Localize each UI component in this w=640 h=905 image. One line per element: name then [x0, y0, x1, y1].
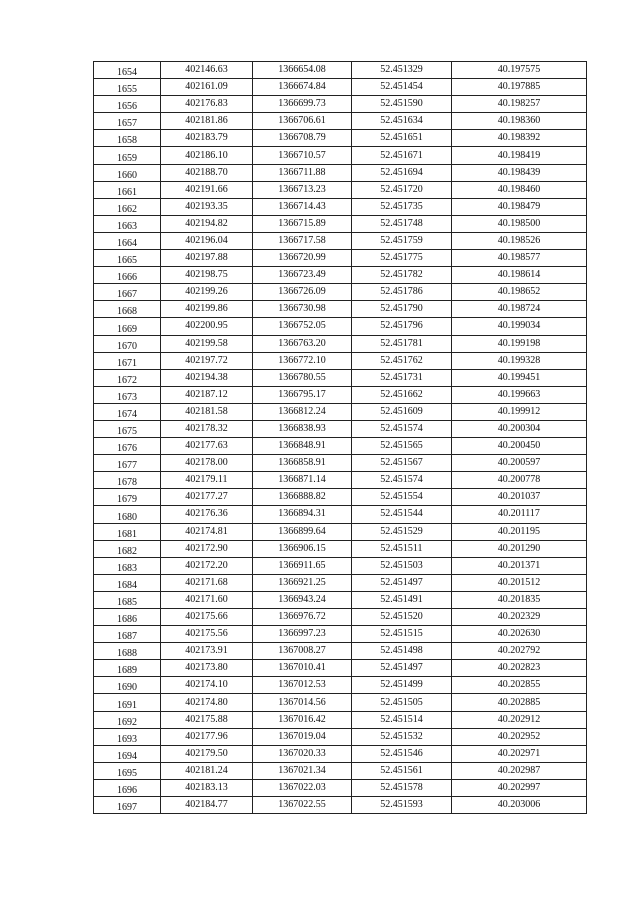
table-row: [94, 779, 587, 796]
point-number-cell: 1694: [94, 745, 161, 762]
point-number-cell: 1674: [94, 403, 161, 420]
y-coordinate-cell: 1366888.82: [253, 489, 352, 506]
latitude-cell: 52.451574: [352, 420, 452, 437]
latitude-cell: 52.451544: [352, 506, 452, 523]
longitude-cell: 40.198360: [452, 113, 587, 130]
y-coordinate-cell: 1367022.03: [253, 779, 352, 796]
y-coordinate-cell: 1366730.98: [253, 301, 352, 318]
table-row: [94, 557, 587, 574]
x-coordinate-cell: 402177.96: [161, 728, 253, 745]
latitude-cell: 52.451593: [352, 797, 452, 814]
y-coordinate-cell: 1366717.58: [253, 232, 352, 249]
y-coordinate-cell: 1366726.09: [253, 284, 352, 301]
latitude-cell: 52.451590: [352, 96, 452, 113]
y-coordinate-cell: 1366848.91: [253, 438, 352, 455]
x-coordinate-cell: 402171.60: [161, 591, 253, 608]
x-coordinate-cell: 402178.32: [161, 420, 253, 437]
x-coordinate-cell: 402187.12: [161, 386, 253, 403]
longitude-cell: 40.198439: [452, 164, 587, 181]
point-number-cell: 1679: [94, 489, 161, 506]
table-row: [94, 728, 587, 745]
table-row: [94, 438, 587, 455]
y-coordinate-cell: 1366763.20: [253, 335, 352, 352]
latitude-cell: 52.451786: [352, 284, 452, 301]
x-coordinate-cell: 402186.10: [161, 147, 253, 164]
point-number-cell: 1688: [94, 643, 161, 660]
latitude-cell: 52.451561: [352, 762, 452, 779]
x-coordinate-cell: 402181.58: [161, 403, 253, 420]
point-number-cell: 1659: [94, 147, 161, 164]
y-coordinate-cell: 1366772.10: [253, 352, 352, 369]
x-coordinate-cell: 402174.81: [161, 523, 253, 540]
x-coordinate-cell: 402179.11: [161, 472, 253, 489]
x-coordinate-cell: 402177.63: [161, 438, 253, 455]
longitude-cell: 40.197575: [452, 62, 587, 79]
point-number-cell: 1654: [94, 62, 161, 79]
point-number-cell: 1690: [94, 677, 161, 694]
x-coordinate-cell: 402174.10: [161, 677, 253, 694]
latitude-cell: 52.451499: [352, 677, 452, 694]
y-coordinate-cell: 1366780.55: [253, 369, 352, 386]
table-row: [94, 609, 587, 626]
point-number-cell: 1668: [94, 301, 161, 318]
x-coordinate-cell: 402197.88: [161, 250, 253, 267]
point-number-cell: 1676: [94, 438, 161, 455]
y-coordinate-cell: 1366714.43: [253, 198, 352, 215]
x-coordinate-cell: 402176.83: [161, 96, 253, 113]
x-coordinate-cell: 402199.26: [161, 284, 253, 301]
table-row: [94, 762, 587, 779]
latitude-cell: 52.451565: [352, 438, 452, 455]
latitude-cell: 52.451781: [352, 335, 452, 352]
longitude-cell: 40.202952: [452, 728, 587, 745]
latitude-cell: 52.451546: [352, 745, 452, 762]
y-coordinate-cell: 1366795.17: [253, 386, 352, 403]
latitude-cell: 52.451514: [352, 711, 452, 728]
latitude-cell: 52.451503: [352, 557, 452, 574]
longitude-cell: 40.202997: [452, 779, 587, 796]
y-coordinate-cell: 1366711.88: [253, 164, 352, 181]
x-coordinate-cell: 402177.27: [161, 489, 253, 506]
y-coordinate-cell: 1366943.24: [253, 591, 352, 608]
point-number-cell: 1657: [94, 113, 161, 130]
point-number-cell: 1680: [94, 506, 161, 523]
latitude-cell: 52.451529: [352, 523, 452, 540]
point-number-cell: 1692: [94, 711, 161, 728]
y-coordinate-cell: 1366899.64: [253, 523, 352, 540]
point-number-cell: 1682: [94, 540, 161, 557]
latitude-cell: 52.451782: [352, 267, 452, 284]
longitude-cell: 40.202855: [452, 677, 587, 694]
point-number-cell: 1696: [94, 779, 161, 796]
point-number-cell: 1678: [94, 472, 161, 489]
latitude-cell: 52.451520: [352, 609, 452, 626]
point-number-cell: 1693: [94, 728, 161, 745]
y-coordinate-cell: 1366812.24: [253, 403, 352, 420]
longitude-cell: 40.203006: [452, 797, 587, 814]
table-row: [94, 797, 587, 814]
y-coordinate-cell: 1366752.05: [253, 318, 352, 335]
coordinates-table-body: [94, 62, 587, 814]
latitude-cell: 52.451511: [352, 540, 452, 557]
longitude-cell: 40.198577: [452, 250, 587, 267]
latitude-cell: 52.451796: [352, 318, 452, 335]
x-coordinate-cell: 402183.79: [161, 130, 253, 147]
table-row: [94, 711, 587, 728]
x-coordinate-cell: 402196.04: [161, 232, 253, 249]
table-row: [94, 267, 587, 284]
y-coordinate-cell: 1367014.56: [253, 694, 352, 711]
table-row: [94, 130, 587, 147]
table-row: [94, 472, 587, 489]
longitude-cell: 40.201371: [452, 557, 587, 574]
latitude-cell: 52.451720: [352, 181, 452, 198]
y-coordinate-cell: 1367016.42: [253, 711, 352, 728]
latitude-cell: 52.451497: [352, 660, 452, 677]
point-number-cell: 1677: [94, 455, 161, 472]
table-row: [94, 215, 587, 232]
longitude-cell: 40.198257: [452, 96, 587, 113]
longitude-cell: 40.200597: [452, 455, 587, 472]
x-coordinate-cell: 402194.82: [161, 215, 253, 232]
longitude-cell: 40.202823: [452, 660, 587, 677]
table-row: [94, 386, 587, 403]
table-row: [94, 574, 587, 591]
y-coordinate-cell: 1367010.41: [253, 660, 352, 677]
x-coordinate-cell: 402184.77: [161, 797, 253, 814]
table-row: [94, 113, 587, 130]
table-row: [94, 489, 587, 506]
longitude-cell: 40.197885: [452, 79, 587, 96]
point-number-cell: 1666: [94, 267, 161, 284]
x-coordinate-cell: 402161.09: [161, 79, 253, 96]
point-number-cell: 1664: [94, 232, 161, 249]
longitude-cell: 40.198526: [452, 232, 587, 249]
point-number-cell: 1691: [94, 694, 161, 711]
latitude-cell: 52.451790: [352, 301, 452, 318]
table-row: [94, 694, 587, 711]
y-coordinate-cell: 1366713.23: [253, 181, 352, 198]
x-coordinate-cell: 402199.58: [161, 335, 253, 352]
point-number-cell: 1661: [94, 181, 161, 198]
longitude-cell: 40.198460: [452, 181, 587, 198]
y-coordinate-cell: 1367008.27: [253, 643, 352, 660]
y-coordinate-cell: 1366976.72: [253, 609, 352, 626]
x-coordinate-cell: 402198.75: [161, 267, 253, 284]
longitude-cell: 40.202885: [452, 694, 587, 711]
longitude-cell: 40.199034: [452, 318, 587, 335]
x-coordinate-cell: 402173.80: [161, 660, 253, 677]
latitude-cell: 52.451454: [352, 79, 452, 96]
x-coordinate-cell: 402175.66: [161, 609, 253, 626]
point-number-cell: 1684: [94, 574, 161, 591]
y-coordinate-cell: 1366710.57: [253, 147, 352, 164]
x-coordinate-cell: 402174.80: [161, 694, 253, 711]
x-coordinate-cell: 402146.63: [161, 62, 253, 79]
y-coordinate-cell: 1366894.31: [253, 506, 352, 523]
table-row: [94, 455, 587, 472]
latitude-cell: 52.451634: [352, 113, 452, 130]
point-number-cell: 1667: [94, 284, 161, 301]
latitude-cell: 52.451662: [352, 386, 452, 403]
point-number-cell: 1663: [94, 215, 161, 232]
table-row: [94, 591, 587, 608]
y-coordinate-cell: 1366674.84: [253, 79, 352, 96]
y-coordinate-cell: 1366654.08: [253, 62, 352, 79]
x-coordinate-cell: 402199.86: [161, 301, 253, 318]
point-number-cell: 1662: [94, 198, 161, 215]
table-row: [94, 369, 587, 386]
latitude-cell: 52.451731: [352, 369, 452, 386]
x-coordinate-cell: 402172.90: [161, 540, 253, 557]
latitude-cell: 52.451515: [352, 626, 452, 643]
x-coordinate-cell: 402171.68: [161, 574, 253, 591]
table-row: [94, 643, 587, 660]
point-number-cell: 1656: [94, 96, 161, 113]
table-row: [94, 352, 587, 369]
y-coordinate-cell: 1367019.04: [253, 728, 352, 745]
latitude-cell: 52.451762: [352, 352, 452, 369]
coordinates-table: [93, 61, 587, 814]
point-number-cell: 1673: [94, 386, 161, 403]
longitude-cell: 40.202329: [452, 609, 587, 626]
table-row: [94, 403, 587, 420]
table-row: [94, 626, 587, 643]
longitude-cell: 40.199663: [452, 386, 587, 403]
table-row: [94, 198, 587, 215]
table-row: [94, 164, 587, 181]
longitude-cell: 40.198614: [452, 267, 587, 284]
point-number-cell: 1669: [94, 318, 161, 335]
table-row: [94, 181, 587, 198]
y-coordinate-cell: 1366699.73: [253, 96, 352, 113]
longitude-cell: 40.201835: [452, 591, 587, 608]
y-coordinate-cell: 1366871.14: [253, 472, 352, 489]
latitude-cell: 52.451609: [352, 403, 452, 420]
point-number-cell: 1660: [94, 164, 161, 181]
table-row: [94, 232, 587, 249]
longitude-cell: 40.201195: [452, 523, 587, 540]
table-row: [94, 420, 587, 437]
x-coordinate-cell: 402176.36: [161, 506, 253, 523]
latitude-cell: 52.451567: [352, 455, 452, 472]
point-number-cell: 1689: [94, 660, 161, 677]
point-number-cell: 1695: [94, 762, 161, 779]
longitude-cell: 40.200778: [452, 472, 587, 489]
latitude-cell: 52.451651: [352, 130, 452, 147]
table-row: [94, 284, 587, 301]
y-coordinate-cell: 1366706.61: [253, 113, 352, 130]
x-coordinate-cell: 402172.20: [161, 557, 253, 574]
longitude-cell: 40.201037: [452, 489, 587, 506]
y-coordinate-cell: 1366838.93: [253, 420, 352, 437]
point-number-cell: 1685: [94, 591, 161, 608]
longitude-cell: 40.199912: [452, 403, 587, 420]
longitude-cell: 40.198724: [452, 301, 587, 318]
longitude-cell: 40.201512: [452, 574, 587, 591]
longitude-cell: 40.199198: [452, 335, 587, 352]
x-coordinate-cell: 402175.56: [161, 626, 253, 643]
longitude-cell: 40.201117: [452, 506, 587, 523]
table-row: [94, 506, 587, 523]
x-coordinate-cell: 402188.70: [161, 164, 253, 181]
latitude-cell: 52.451532: [352, 728, 452, 745]
table-row: [94, 62, 587, 79]
point-number-cell: 1665: [94, 250, 161, 267]
longitude-cell: 40.199328: [452, 352, 587, 369]
point-number-cell: 1683: [94, 557, 161, 574]
y-coordinate-cell: 1367021.34: [253, 762, 352, 779]
longitude-cell: 40.202792: [452, 643, 587, 660]
longitude-cell: 40.198392: [452, 130, 587, 147]
point-number-cell: 1658: [94, 130, 161, 147]
table-row: [94, 677, 587, 694]
table-row: [94, 79, 587, 96]
longitude-cell: 40.200304: [452, 420, 587, 437]
longitude-cell: 40.202971: [452, 745, 587, 762]
table-row: [94, 250, 587, 267]
x-coordinate-cell: 402194.38: [161, 369, 253, 386]
latitude-cell: 52.451574: [352, 472, 452, 489]
y-coordinate-cell: 1366720.99: [253, 250, 352, 267]
latitude-cell: 52.451491: [352, 591, 452, 608]
y-coordinate-cell: 1366723.49: [253, 267, 352, 284]
table-row: [94, 660, 587, 677]
longitude-cell: 40.201290: [452, 540, 587, 557]
latitude-cell: 52.451505: [352, 694, 452, 711]
x-coordinate-cell: 402175.88: [161, 711, 253, 728]
x-coordinate-cell: 402181.86: [161, 113, 253, 130]
latitude-cell: 52.451498: [352, 643, 452, 660]
point-number-cell: 1687: [94, 626, 161, 643]
y-coordinate-cell: 1366715.89: [253, 215, 352, 232]
latitude-cell: 52.451735: [352, 198, 452, 215]
y-coordinate-cell: 1367020.33: [253, 745, 352, 762]
point-number-cell: 1681: [94, 523, 161, 540]
latitude-cell: 52.451329: [352, 62, 452, 79]
longitude-cell: 40.199451: [452, 369, 587, 386]
y-coordinate-cell: 1366906.15: [253, 540, 352, 557]
longitude-cell: 40.198479: [452, 198, 587, 215]
longitude-cell: 40.202912: [452, 711, 587, 728]
longitude-cell: 40.198419: [452, 147, 587, 164]
latitude-cell: 52.451759: [352, 232, 452, 249]
point-number-cell: 1670: [94, 335, 161, 352]
point-number-cell: 1675: [94, 420, 161, 437]
latitude-cell: 52.451578: [352, 779, 452, 796]
table-row: [94, 96, 587, 113]
x-coordinate-cell: 402179.50: [161, 745, 253, 762]
table-row: [94, 318, 587, 335]
y-coordinate-cell: 1366911.65: [253, 557, 352, 574]
x-coordinate-cell: 402193.35: [161, 198, 253, 215]
y-coordinate-cell: 1367022.55: [253, 797, 352, 814]
y-coordinate-cell: 1366858.91: [253, 455, 352, 472]
y-coordinate-cell: 1366921.25: [253, 574, 352, 591]
latitude-cell: 52.451694: [352, 164, 452, 181]
point-number-cell: 1655: [94, 79, 161, 96]
x-coordinate-cell: 402200.95: [161, 318, 253, 335]
longitude-cell: 40.198500: [452, 215, 587, 232]
y-coordinate-cell: 1366997.23: [253, 626, 352, 643]
x-coordinate-cell: 402173.91: [161, 643, 253, 660]
longitude-cell: 40.200450: [452, 438, 587, 455]
table-row: [94, 523, 587, 540]
x-coordinate-cell: 402183.13: [161, 779, 253, 796]
x-coordinate-cell: 402191.66: [161, 181, 253, 198]
latitude-cell: 52.451671: [352, 147, 452, 164]
x-coordinate-cell: 402178.00: [161, 455, 253, 472]
point-number-cell: 1671: [94, 352, 161, 369]
point-number-cell: 1686: [94, 609, 161, 626]
table-row: [94, 540, 587, 557]
y-coordinate-cell: 1367012.53: [253, 677, 352, 694]
longitude-cell: 40.202987: [452, 762, 587, 779]
x-coordinate-cell: 402197.72: [161, 352, 253, 369]
latitude-cell: 52.451748: [352, 215, 452, 232]
table-row: [94, 745, 587, 762]
x-coordinate-cell: 402181.24: [161, 762, 253, 779]
table-row: [94, 147, 587, 164]
longitude-cell: 40.198652: [452, 284, 587, 301]
table-row: [94, 335, 587, 352]
longitude-cell: 40.202630: [452, 626, 587, 643]
table-row: [94, 301, 587, 318]
latitude-cell: 52.451775: [352, 250, 452, 267]
latitude-cell: 52.451554: [352, 489, 452, 506]
point-number-cell: 1672: [94, 369, 161, 386]
latitude-cell: 52.451497: [352, 574, 452, 591]
y-coordinate-cell: 1366708.79: [253, 130, 352, 147]
point-number-cell: 1697: [94, 797, 161, 814]
